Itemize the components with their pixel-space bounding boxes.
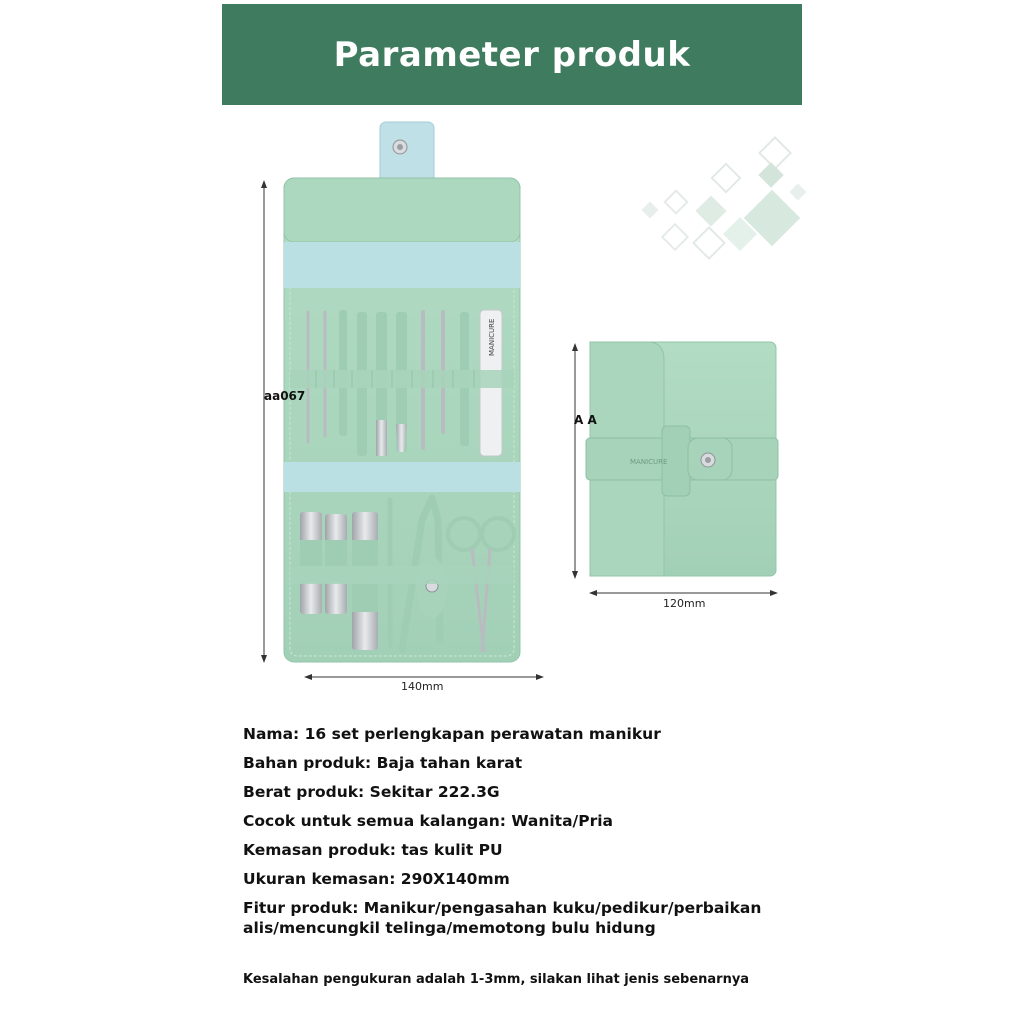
closed-case-brand-text: MANICURE [630,458,668,466]
closed-case-side-label: A A [574,413,597,427]
closed-case-width-label: 120mm [663,597,706,610]
page-title: Parameter produk [333,34,691,75]
spec-list [243,724,803,947]
spec-features: Fitur produk: Manikur/pengasahan kuku/pedikur/perbaikan alis/mencungkil telinga/memotong bulu hidung [243,899,762,937]
measurement-note: Kesalahan pengukuran adalah 1-3mm, silakan lihat jenis sebenarnya [243,972,750,987]
open-case-width-label: 140mm [401,680,444,693]
spec-suitable-for: Cocok untuk semua kalangan: Wanita/Pria [243,812,613,830]
spec-name: Nama: 16 set perlengkapan perawatan manikur [243,725,661,743]
closed-manicure-case [572,342,778,596]
decorative-diamonds [642,137,807,258]
spec-packaging: Kemasan produk: tas kulit PU [243,841,503,859]
spec-weight: Berat produk: Sekitar 222.3G [243,783,500,801]
open-case-side-label: aa067 [264,389,306,403]
spec-material: Bahan produk: Baja tahan karat [243,754,523,772]
spec-package-size: Ukuran kemasan: 290X140mm [243,870,510,888]
file-brand-text: MANICURE [488,318,496,356]
